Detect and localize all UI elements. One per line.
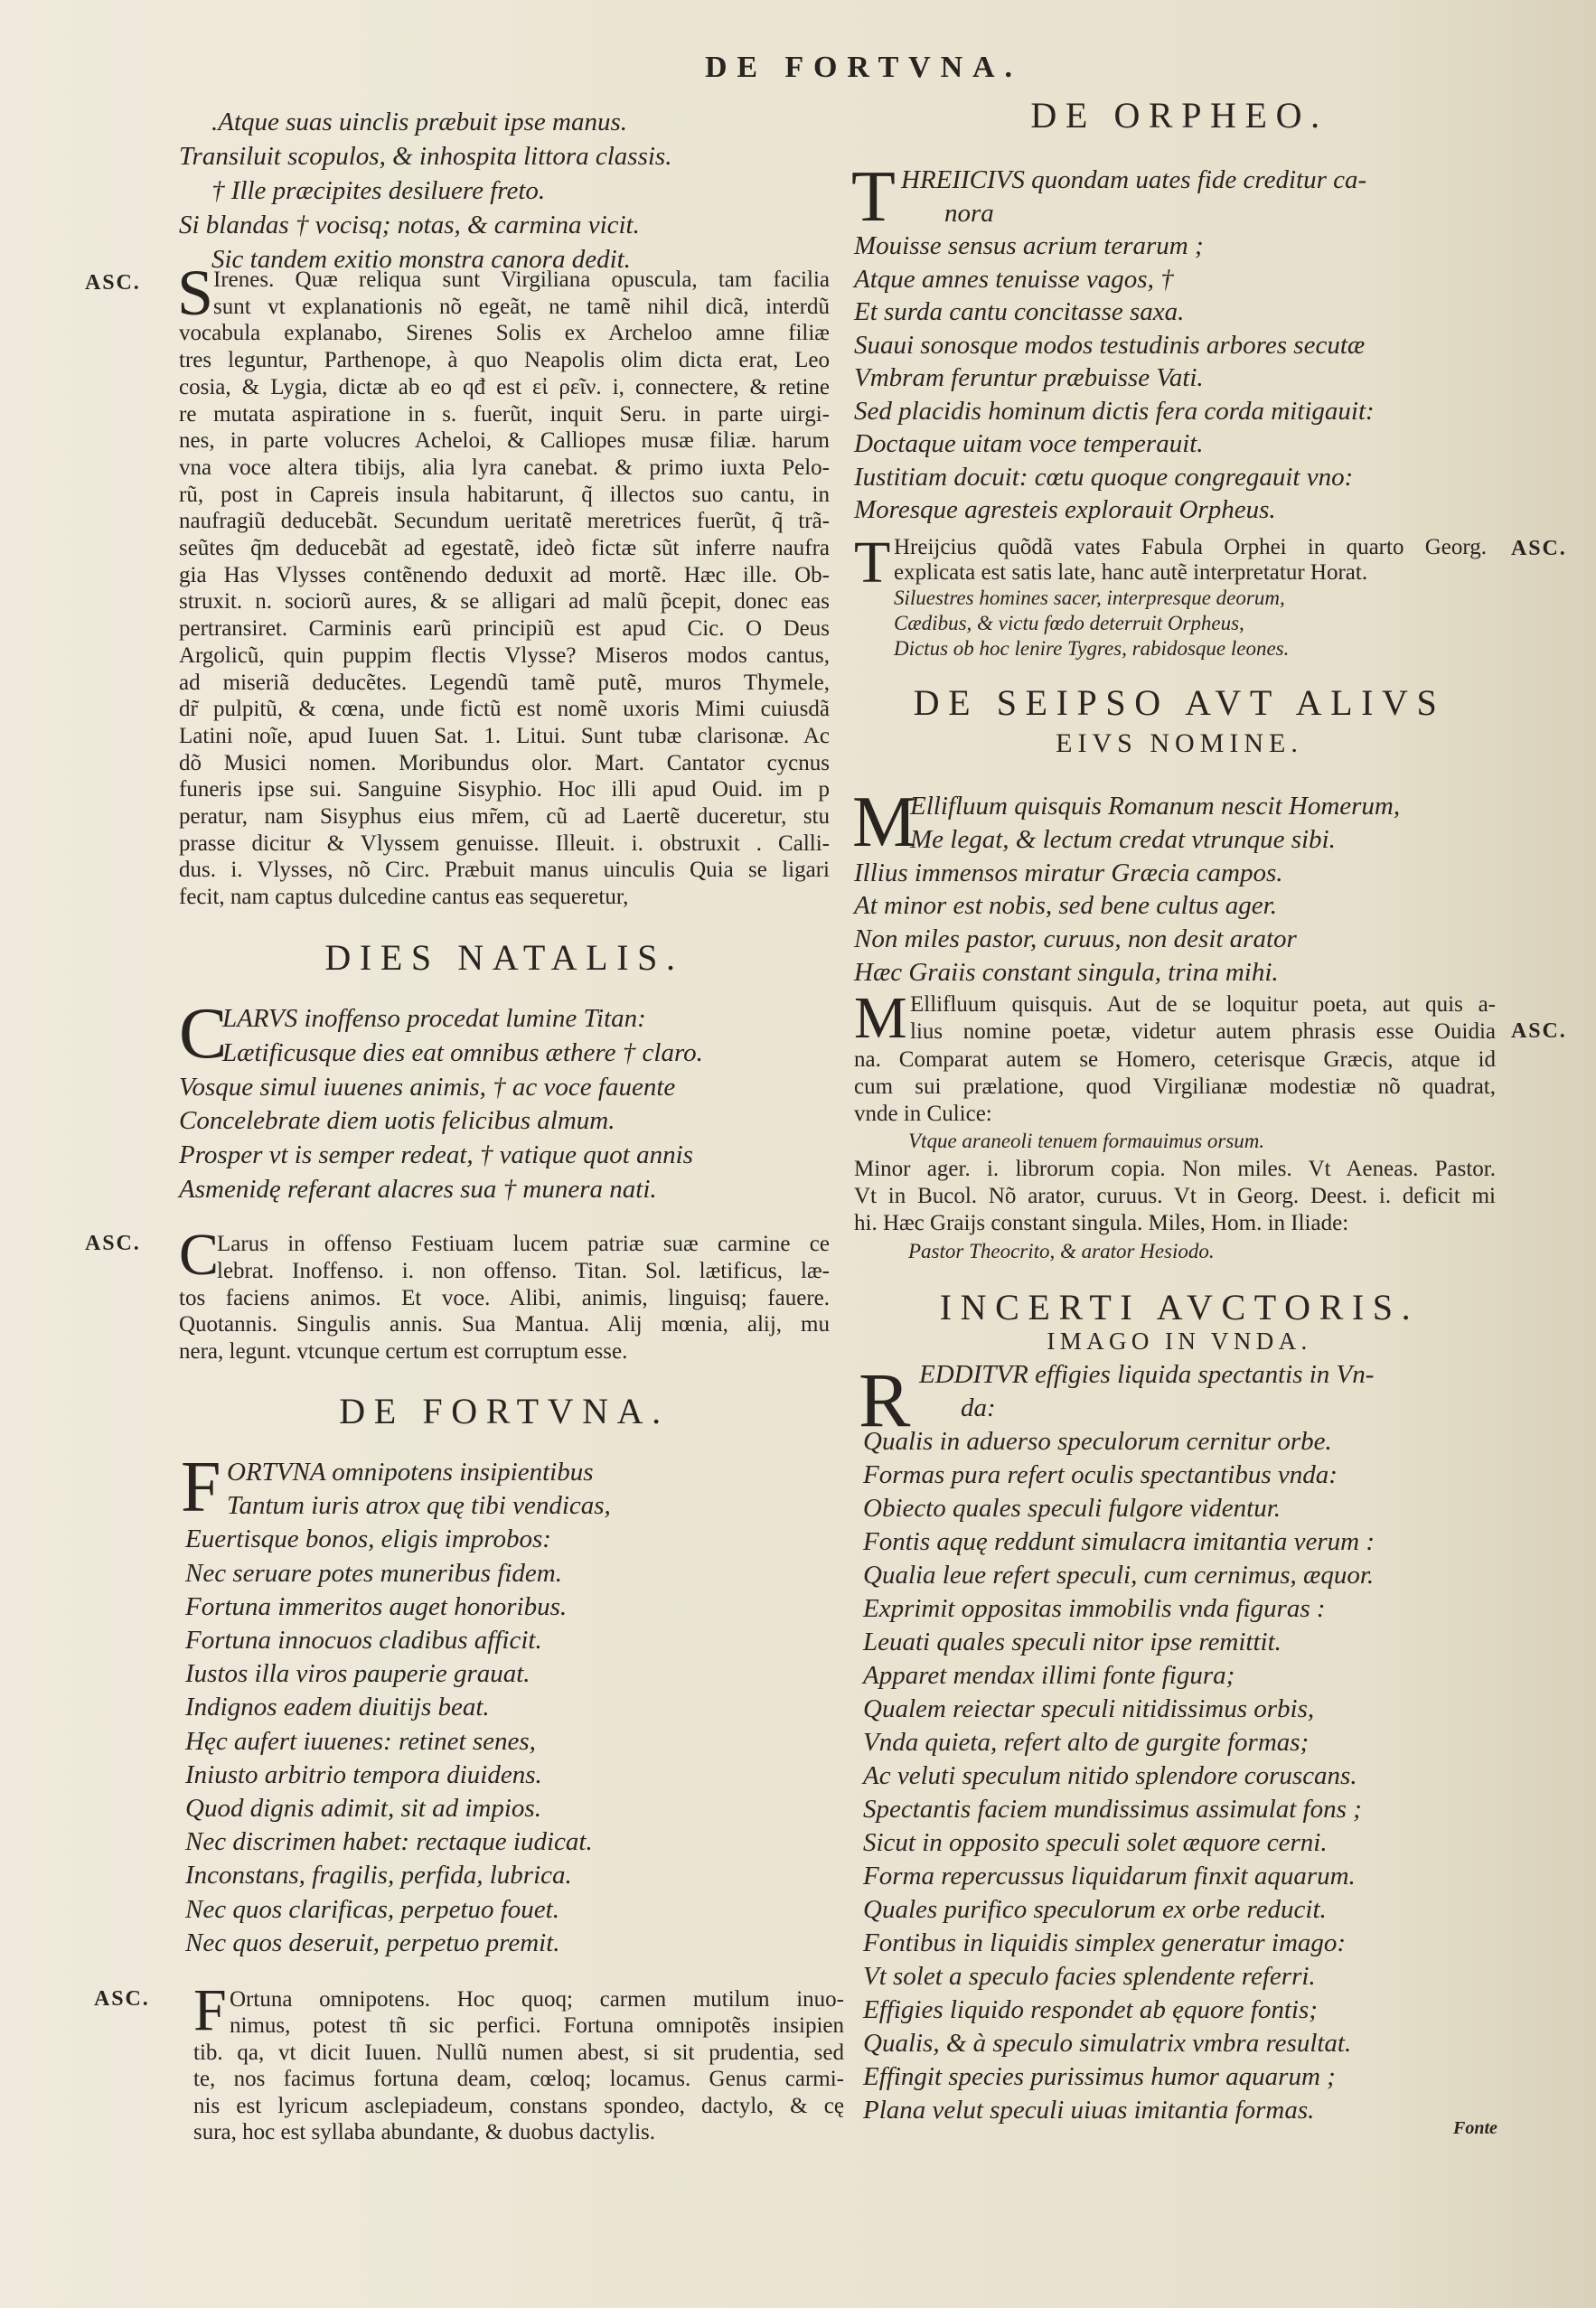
verse-line: EDDITVR effigies liquida spectantis in Vn-	[919, 1360, 1375, 1389]
commentary-line: nis est lyricum asclepiadeum, constans spondeo, dactylo, & cę	[193, 2093, 844, 2118]
commentary-line: vocabula explanabo, Sirenes Solis ex Archeloo amne filiæ	[179, 321, 830, 346]
commentary-line: Ellifluum quisquis. Aut de se loquitur poeta, aut quis a-	[910, 992, 1496, 1017]
commentary-line: naufragiũ deducebãt. Secundum ueritatẽ meretrices fuerũt, q̃ trã-	[179, 509, 830, 534]
commentary-line: tib. qa, vt dicit Iuuen. Nullũ numen abest, si sit prudentia, sed	[193, 2040, 844, 2065]
verse-line: Fortuna immeritos auget honoribus.	[185, 1591, 568, 1621]
verse-line: Hęc aufert iuuenes: retinet senes,	[185, 1726, 536, 1756]
commentary-line: pertransiret. Carminis earũ principiũ est apud Cic. O Deus	[179, 616, 830, 642]
commentary-de-orpheo	[854, 530, 1487, 661]
commentary-line: cum sui prælatione, quod Virgilianæ modestiæ nõ quadrat,	[854, 1074, 1496, 1099]
verse-line: Ac veluti speculum nitido splendore coruscans.	[863, 1761, 1357, 1790]
catchword: Fonte	[1453, 2118, 1497, 2138]
verse-line: .Atque suas uinclis præbuit ipse manus.	[211, 108, 627, 136]
poem-sirens	[179, 105, 830, 277]
commentary-line: Cædibus, & victu fœdo deterruit Orpheus,	[894, 612, 1244, 634]
commentary-line: te, nos facimus fortuna deam, cœloq; locamus. Genus carmi-	[193, 2067, 844, 2092]
drop-cap: F	[181, 1448, 221, 1527]
commentary-line: Quotannis. Singulis annis. Sua Mantua. Alij mœnia, alij, mu	[179, 1312, 830, 1337]
commentary-de-fortuna	[193, 1986, 844, 2145]
verse-line: Iniusto arbitrio tempora diuidens.	[185, 1759, 542, 1789]
verse-line: Nec quos clarificas, perpetuo fouet.	[185, 1894, 559, 1924]
verse-line: Leuati quales speculi nitor ipse remittit.	[863, 1628, 1281, 1656]
commentary-line: na. Comparat autem se Homero, ceterisque Græcis, atque id	[854, 1046, 1496, 1072]
verse-line: Vosque simul iuuenes animis, † ac voce fauente	[179, 1072, 676, 1102]
commentary-line: tos faciens animos. Et voce. Alibi, animis, linguisq; fauere.	[179, 1285, 830, 1310]
drop-cap: T	[851, 157, 896, 237]
verse-line: Vt solet a speculo facies splendente referri.	[863, 1962, 1316, 1991]
commentary-line: peratur, nam Sisyphus eius mr̃em, cũ ad Laertẽ duceretur, stu	[179, 804, 830, 830]
verse-line: Non miles pastor, curuus, non desit arator	[854, 924, 1297, 954]
drop-cap: M	[852, 783, 917, 862]
verse-line: Sed placidis hominum dictis fera corda mitigauit:	[854, 396, 1375, 426]
verse-line: Suaui sonosque modos testudinis arbores secutæ	[854, 330, 1366, 360]
commentary-line: gia Has Vlysses contẽnendo deduxit ad mortẽ. Hæc ille. Ob-	[179, 562, 830, 587]
verse-line: Hæc Graiis constant singula, trina mihi.	[854, 957, 1279, 987]
verse-line: Asmenidę referant alacres sua † munera nati.	[179, 1174, 657, 1204]
verse-line: Vmbram feruntur præbuisse Vati.	[854, 363, 1204, 392]
verse-line: Me legat, & lectum credat vtrunque sibi.	[910, 824, 1336, 854]
commentary-marker: ASC.	[85, 1232, 141, 1255]
commentary-line: sunt vt explanationis nõ egeãt, ne tamẽ nihil dicã, interdũ	[213, 294, 830, 319]
commentary-marker: ASC.	[94, 1987, 150, 2011]
verse-line: Prosper vt is semper redeat, † vatique quot annis	[179, 1140, 693, 1170]
commentary-dies-natalis	[179, 1231, 830, 1365]
commentary-marker: ASC.	[1511, 1019, 1567, 1043]
poem-de-fortuna	[185, 1456, 836, 1960]
section-subtitle-imago-in-unda: IMAGO IN VNDA.	[1047, 1328, 1312, 1355]
verse-line: Sic tandem exitio monstra canora dedit.	[211, 245, 631, 274]
verse-line: Ellifluum quisquis Romanum nescit Homerum,	[910, 792, 1401, 821]
commentary-line: hi. Hæc Graijs constant singula. Miles, Hom. in Iliade:	[854, 1211, 1349, 1236]
commentary-line: lebrat. Inoffenso. i. non offenso. Titan. Sol. lætificus, læ-	[217, 1258, 830, 1283]
commentary-line: dõ Musici nomen. Moribundus olor. Mart. Cantator cycnus	[179, 750, 830, 775]
commentary-line: explicata est satis late, hanc autẽ interpretatur Horat.	[894, 560, 1368, 585]
drop-cap: M	[854, 985, 907, 1051]
verse-line: LARVS inoffenso procedat lumine Titan:	[222, 1004, 646, 1033]
section-title-de-orpheo: DE ORPHEO.	[1030, 95, 1328, 136]
section-title-incerti-auctoris: INCERTI AVCTORIS.	[939, 1287, 1420, 1328]
verse-line: ORTVNA omnipotens insipientibus	[227, 1458, 594, 1487]
commentary-line: nera, legunt. vtcunque certum est corruptum esse.	[179, 1339, 628, 1365]
commentary-line: Larus in offenso Festiuam lucem patriæ suæ carmine ce	[217, 1232, 830, 1256]
verse-line: Nec quos deseruit, perpetuo premit.	[185, 1928, 560, 1957]
drop-cap: R	[859, 1356, 911, 1443]
commentary-line: ad miseriã deducẽtes. Legendũ tamẽ putẽ, muros Thymele,	[179, 670, 830, 695]
commentary-line: Vt in Bucol. Nõ arator, curuus. Vt in Georg. Deest. i. deficit mi	[854, 1184, 1496, 1209]
commentary-marker: ASC.	[85, 271, 141, 295]
verse-line: Qualis, & à speculo simulatrix vmbra resultat.	[863, 2029, 1352, 2058]
verse-line: † Ille præcipites desiluere freto.	[211, 176, 546, 205]
verse-line: Iustitiam docuit: cœtu quoque congregauit vno:	[854, 462, 1354, 492]
running-header: DE FORTVNA.	[705, 51, 1022, 84]
verse-line: Moresque agresteis explorauit Orpheus.	[854, 495, 1276, 524]
verse-line: Lætificusque dies eat omnibus æthere † claro.	[222, 1037, 703, 1067]
verse-line: Effingit species purissimus humor aquarum ;	[863, 2062, 1336, 2091]
commentary-line: rũ, post in Capreis insula habitarunt, q̃ illectos suo cantu, in	[179, 482, 830, 507]
commentary-line: sura, hoc est syllaba abundante, & duobus dactylis.	[193, 2120, 655, 2145]
commentary-line: prasse dicitur & Vlyssem genuisse. Illeuit. i. obstruxit . Calli-	[179, 830, 830, 856]
verse-line: Quales purifico speculorum ex orbe reducit.	[863, 1895, 1327, 1924]
commentary-line: Vtque araneoli tenuem formauimus orsum.	[908, 1130, 1265, 1153]
commentary-line: dus. i. Vlysses, nõ Circ. Præbuit manus uinculis Quia se ligari	[179, 858, 830, 883]
verse-line: Vnda quieta, refert alto de gurgite formas;	[863, 1728, 1310, 1757]
verse-line: Tantum iuris atrox quę tibi vendicas,	[227, 1491, 611, 1521]
drop-cap: C	[179, 1222, 220, 1288]
commentary-line: Hreijcius quõdã vates Fabula Orphei in quarto Georg.	[894, 535, 1487, 559]
verse-line: Atque amnes tenuisse vagos, †	[854, 264, 1174, 294]
verse-line: Mouisse sensus acrium terarum ;	[854, 231, 1204, 260]
poem-de-orpheo	[854, 164, 1523, 527]
commentary-line: Dictus ob hoc lenire Tygres, rabidosque leones.	[894, 637, 1290, 660]
commentary-line: Latini noĩe, apud Iuuen Sat. 1. Litui. Sunt tubæ clarisonæ. Ac	[179, 723, 830, 748]
commentary-line: lius nomine poetæ, videtur autem phrasis esse Ouidia	[910, 1019, 1496, 1045]
verse-line: Fortuna innocuos cladibus afficit.	[185, 1626, 542, 1656]
drop-cap: T	[854, 530, 891, 596]
commentary-line: nimus, potest tñ sic perfici. Fortuna omnipotẽs insipien	[230, 2013, 844, 2039]
verse-line: Effigies liquido respondet ab ęquore fontis;	[863, 1995, 1318, 2024]
drop-cap: F	[193, 1977, 227, 2043]
verse-line: Exprimit oppositas immobilis vnda figuras :	[863, 1594, 1326, 1623]
commentary-line: vna voce altera tibijs, alia lyra canebat. & primo iuxta Pelo-	[179, 455, 830, 480]
verse-line: Et surda cantu concitasse saxa.	[854, 297, 1185, 326]
commentary-sirens	[179, 267, 830, 911]
verse-line: Concelebrate diem uotis felicibus almum.	[179, 1106, 615, 1136]
verse-line: Doctaque uitam voce temperauit.	[854, 429, 1204, 458]
commentary-marker: ASC.	[1511, 537, 1567, 560]
commentary-line: cosia, & Lygia, dictæ ab eo qđ est εἰ ρεῖν. i, connectere, & retine	[179, 374, 830, 399]
verse-line: Qualis in aduerso speculorum cernitur orbe.	[863, 1427, 1332, 1456]
verse-line: Fontibus in liquidis simplex generatur imago:	[863, 1928, 1347, 1957]
verse-line: Nec seruare potes muneribus fidem.	[185, 1558, 562, 1588]
section-title-de-seipso: DE SEIPSO AVT ALIVS	[913, 682, 1446, 723]
verse-line: Sicut in opposito speculi solet æquore cerni.	[863, 1828, 1328, 1857]
commentary-line: fecit, nam captus dulcedine cantus eas sequeretur,	[179, 885, 629, 910]
commentary-line: tres leguntur, Parthenope, à quo Neapolis olim dicta erat, Leo	[179, 348, 830, 373]
verse-line: Formas pura refert oculis spectantibus vnda:	[863, 1460, 1338, 1489]
verse-line: Qualem reiectar speculi nitidissimus orbis,	[863, 1694, 1315, 1723]
verse-line: Transiluit scopulos, & inhospita littora classis.	[179, 142, 672, 171]
drop-cap: S	[177, 257, 214, 329]
commentary-line: struxit. n. sociorũ aures, & se alligari ad malũ p̃cepit, donec eas	[179, 589, 830, 615]
verse-line: Euertisque bonos, eligis improbos:	[185, 1525, 551, 1554]
verse-line: Qualia leue refert speculi, cum cernimus, æquor.	[863, 1561, 1375, 1590]
verse-line: Si blandas † vocisq; notas, & carmina vicit.	[179, 211, 640, 239]
verse-line: da:	[961, 1393, 996, 1422]
verse-line: At minor est nobis, sed bene cultus ager.	[854, 891, 1277, 921]
verse-line: Apparet mendax illimi fonte figura;	[863, 1661, 1235, 1690]
section-subtitle-de-seipso: EIVS NOMINE.	[1056, 728, 1303, 758]
commentary-line: seũtes q̃m deducebãt ad egestatẽ, ideò fictæ sũt inferre naufra	[179, 536, 830, 561]
verse-line: Quod dignis adimit, sit ad impios.	[185, 1794, 541, 1824]
commentary-line: vnde in Culice:	[854, 1102, 992, 1127]
commentary-line: nes, in parte volucres Acheloi, & Calliopes musæ filiæ. harum	[179, 428, 830, 454]
verse-line: Iustos illa viros pauperie grauat.	[185, 1659, 530, 1689]
verse-line: Illius immensos miratur Græcia campos.	[854, 858, 1283, 887]
commentary-line: Siluestres homines sacer, interpresque deorum,	[894, 586, 1285, 609]
commentary-line: dr̃ pulpitũ, & cœna, unde fictũ est nomẽ uxoris Mimi cuiusdã	[179, 697, 830, 722]
section-title-dies-natalis: DIES NATALIS.	[324, 937, 684, 978]
poem-de-seipso	[854, 790, 1505, 990]
drop-cap: C	[179, 994, 228, 1074]
poem-imago-in-unda	[863, 1358, 1514, 2127]
commentary-line: Ortuna omnipotens. Hoc quoq; carmen mutilum inuo-	[230, 1987, 844, 2012]
commentary-line: Pastor Theocrito, & arator Hesiodo.	[908, 1239, 1215, 1262]
commentary-line: Minor ager. i. librorum copia. Non miles. Vt Aeneas. Pastor.	[854, 1156, 1496, 1181]
commentary-line: Argolicũ, quin puppim flectis Vlysse? Miseros modos cantus,	[179, 643, 830, 668]
verse-line: Nec discrimen habet: rectaque iudicat.	[185, 1827, 593, 1857]
commentary-line: Irenes. Quæ reliqua sunt Virgiliana opuscula, tam facilia	[213, 267, 830, 292]
verse-line: HREIICIVS quondam uates fide creditur ca-	[901, 165, 1367, 194]
verse-line: Indignos eadem diuitijs beat.	[185, 1693, 490, 1722]
verse-line: Fontis aquę reddunt simulacra imitantia verum :	[863, 1527, 1375, 1556]
section-title-de-fortuna: DE FORTVNA.	[339, 1391, 670, 1431]
verse-line: Forma repercussus liquidarum finxit aquarum.	[863, 1862, 1356, 1890]
verse-line: Plana velut speculi uiuas imitantia formas.	[863, 2096, 1315, 2125]
verse-line: Spectantis faciem mundissimus assimulat fons ;	[863, 1795, 1362, 1824]
verse-line: Inconstans, fragilis, perfida, lubrica.	[185, 1861, 572, 1890]
poem-dies-natalis	[179, 1002, 830, 1207]
commentary-line: re mutata aspiratione in s. fuerũt, inquit Seru. in parte uirgi-	[179, 401, 830, 427]
verse-line: nora	[944, 198, 994, 228]
commentary-de-seipso	[854, 985, 1496, 1265]
commentary-line: funeris ipse sui. Sanguine Sisyphio. Hoc illi apud Ouid. im p	[179, 777, 830, 802]
verse-line: Obiecto quales speculi fulgore videntur.	[863, 1494, 1281, 1523]
